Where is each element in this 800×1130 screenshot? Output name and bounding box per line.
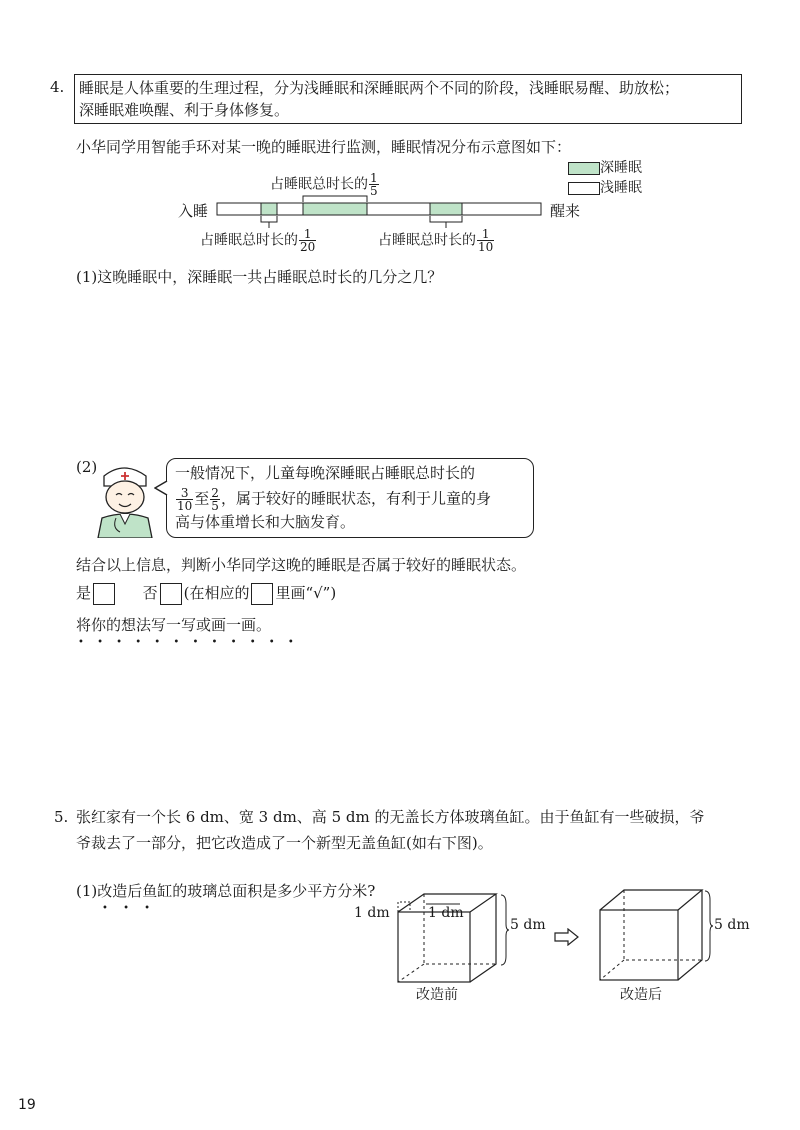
frac-top-d: 5 (370, 184, 378, 198)
hint-box-icon (251, 583, 273, 605)
q5-line1: 张红家有一个长 6 dm、宽 3 dm、高 5 dm 的无盖长方体玻璃鱼缸。由于鱼缸有一些破损，爷 (76, 808, 705, 826)
yes-checkbox[interactable] (93, 583, 115, 605)
legend-deep-swatch (568, 162, 600, 175)
dim-5dm-after: 5 dm (714, 917, 750, 933)
deep-segment-1 (261, 203, 277, 215)
hint-pre: (在相应的 (183, 584, 250, 602)
brace-after (704, 890, 714, 962)
hint-post: 里画“√”) (275, 584, 337, 602)
q4-number: 4. (50, 78, 65, 96)
bubble-frac2 (210, 487, 220, 512)
deep-segment-3 (430, 203, 462, 215)
frac-left-d: 20 (300, 240, 316, 254)
frac-right-d: 10 (478, 240, 494, 254)
q5-number: 5. (54, 808, 69, 826)
dim-1dm-left: 1 dm (354, 905, 390, 921)
sleep-bar (215, 192, 545, 230)
caption-before: 改造前 (416, 987, 458, 1003)
label-top-text: 占睡眠总时长的 (270, 176, 368, 193)
cube-after (598, 888, 710, 982)
frac-right-n: 1 (477, 228, 494, 241)
bracket-top (303, 196, 367, 202)
q5-line2: 爷裁去了一部分，把它改造成了一个新型无盖鱼缸(如右下图)。 (76, 834, 493, 852)
speech-bubble (166, 458, 534, 538)
deep-segment-2 (303, 203, 367, 215)
write-text: 将你的想法写一写或画一画。 (76, 616, 272, 634)
q4-write-text (76, 614, 800, 648)
bubble-line2-rest: ，属于较好的睡眠状态，有利于儿童的身 (220, 489, 491, 508)
brace-before (500, 894, 510, 966)
bubble-tail (154, 480, 168, 496)
label-left-text: 占睡眠总时长的 (200, 232, 298, 249)
dim-1dm-inner: 1 dm (428, 905, 464, 921)
label-right-text: 占睡眠总时长的 (378, 232, 476, 249)
bubble-to: 至 (194, 489, 210, 508)
bubble-line3: 高与体重增长和大脑发育。 (175, 513, 356, 531)
legend-light-label: 浅睡眠 (600, 180, 642, 196)
q4-intro-box (74, 74, 742, 124)
q4-intro-line1: 睡眠是人体重要的生理过程，分为浅睡眠和深睡眠两个不同的阶段，浅睡眠易醒、助放松； (79, 79, 680, 97)
bubble-line2 (175, 487, 491, 512)
q4-judge-text: 结合以上信息，判断小华同学这晚的睡眠是否属于较好的睡眠状态。 (76, 556, 527, 574)
label-start: 入睡 (178, 202, 209, 220)
label-right (378, 228, 495, 253)
bubble-frac1-d: 10 (177, 499, 193, 513)
write-emphasis-dots: • • • • • • • • • • • • (78, 637, 299, 648)
frac-top-n: 1 (370, 171, 378, 185)
bubble-frac2-d: 5 (211, 499, 219, 513)
bracket-left (261, 216, 277, 222)
frac-left-n: 1 (299, 228, 316, 241)
doctor-avatar (92, 462, 158, 538)
bubble-frac1 (176, 487, 193, 512)
no-checkbox[interactable] (160, 583, 182, 605)
no-label: 否 (142, 584, 158, 602)
dim-5dm-before: 5 dm (510, 917, 546, 933)
bubble-frac1-n: 3 (176, 487, 193, 500)
q4-monitor-text: 小华同学用智能手环对某一晚的睡眠进行监测，睡眠情况分布示意图如下： (76, 138, 572, 156)
frac-right (477, 228, 494, 253)
label-left (200, 228, 317, 253)
frac-left (299, 228, 316, 253)
legend-light-swatch (568, 182, 600, 195)
label-end: 醒来 (550, 202, 581, 220)
q5-emphasis-dots: • • • (102, 903, 157, 914)
bracket-right (430, 216, 462, 222)
q4-intro-line2: 深睡眠难唤醒、利于身体修复。 (79, 101, 290, 119)
caption-after: 改造后 (620, 987, 662, 1003)
q4-sub2-number: (2) (76, 458, 98, 476)
yes-label: 是 (76, 584, 92, 602)
q4-sub1: (1)这晚睡眠中，深睡眠一共占睡眠总时长的几分之几？ (76, 268, 443, 286)
q4-choice-row (76, 582, 336, 605)
page-number: 19 (18, 1097, 36, 1113)
bubble-line1: 一般情况下，儿童每晚深睡眠占睡眠总时长的 (175, 464, 476, 482)
bubble-frac2-n: 2 (211, 486, 219, 500)
legend-deep-label: 深睡眠 (600, 160, 642, 176)
q5-sub1-text: (1)改造后鱼缸的玻璃总面积是多少平方分米? (76, 882, 376, 900)
transform-arrow-icon (554, 928, 580, 946)
